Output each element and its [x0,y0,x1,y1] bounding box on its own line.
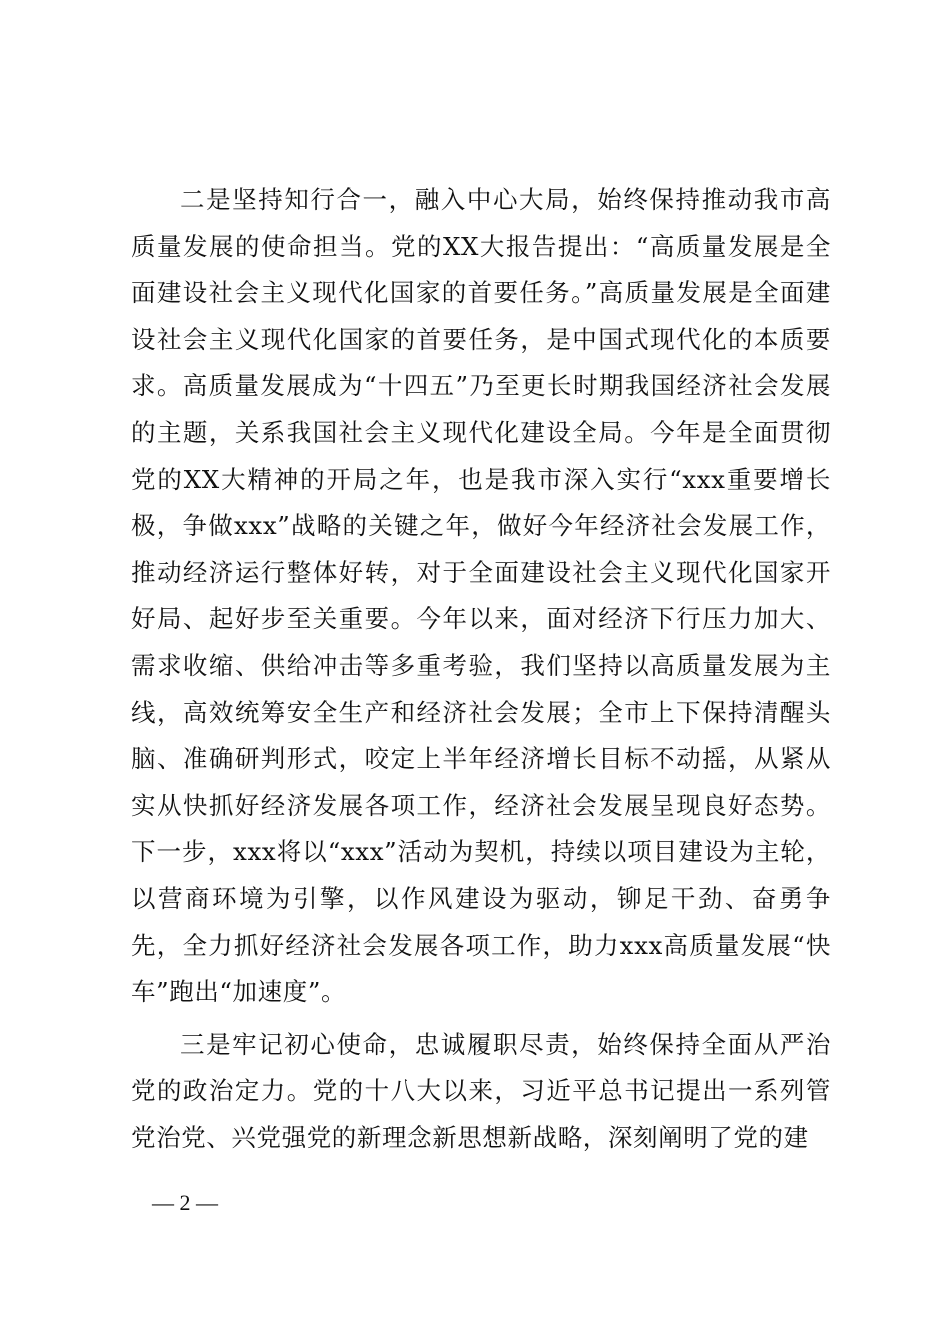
body-text [131,177,831,1161]
page-number: — 2 — [152,1190,218,1215]
paragraph-2: 二是坚持知行合一，融入中心大局，始终保持推动我市高质量发展的使命担当。党的XX大报告提出：“高质量发展是全面建设社会主义现代化国家的首要任务。”高质量发展是全面建设社会主义现代化国家的首要任务，是中国式现代化的本质要求。高质量发展成为“十四五”乃至更长时期我国经济社会发展的主题，关系我国社会主义现代化建设全局。今年是全面贯彻党的XX大精神的开局之年，也是我市深入实行“xxx重要增长极，争做xxx”战略的关键之年，做好今年经济社会发展工作，推动经济运行整体好转，对于全面建设社会主义现代化国家开好局、起好步至关重要。今年以来，面对经济下行压力加大、需求收缩、供给冲击等多重考验，我们坚持以高质量发展为主线，高效统筹安全生产和经济社会发展；全市上下保持清醒头脑、准确研判形式，咬定上半年经济增长目标不动摇，从紧从实从快抓好经济发展各项工作，经济社会发展呈现良好态势。下一步，xxx将以“xxx”活动为契机，持续以项目建设为主轮，以营商环境为引擎，以作风建设为驱动，铆足干劲、奋勇争先，全力抓好经济社会发展各项工作，助力xxx高质量发展“快车”跑出“加速度”。 [131,185,831,1007]
paragraph-3: 三是牢记初心使命，忠诚履职尽责，始终保持全面从严治党的政治定力。党的十八大以来，习近平总书记提出一系列管党治党、兴党强党的新理念新思想新战略，深刻阐明了党的建 [131,1029,831,1152]
